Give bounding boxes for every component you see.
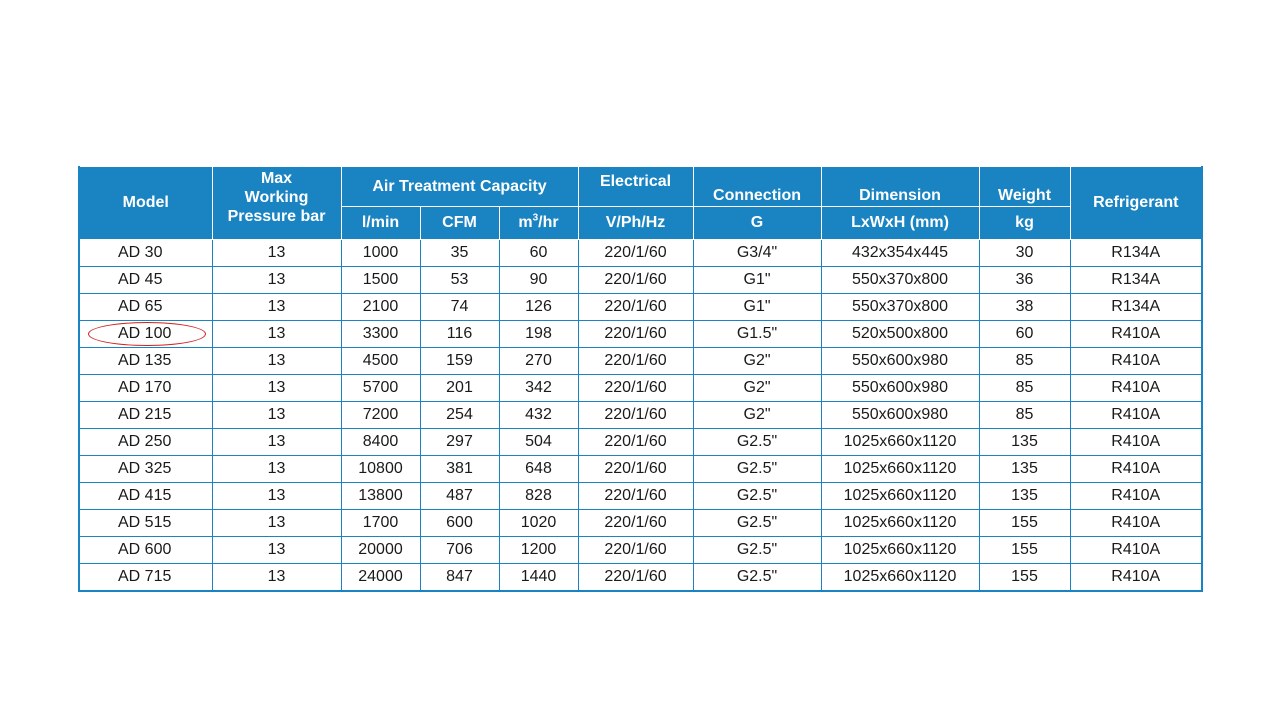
cell-electrical: 220/1/60: [578, 402, 693, 429]
cell-weight: 155: [979, 564, 1070, 592]
cell-pressure: 13: [212, 429, 341, 456]
cell-refrigerant: R410A: [1070, 375, 1202, 402]
cell-dimension: 520x500x800: [821, 321, 979, 348]
table-row: [79, 321, 1202, 348]
cell-connection: G2.5": [693, 456, 821, 483]
cell-dimension: 550x600x980: [821, 402, 979, 429]
cell-refrigerant: R134A: [1070, 294, 1202, 321]
cell-m3hr: 1200: [499, 537, 578, 564]
cell-lmin: 8400: [341, 429, 420, 456]
cell-connection: G2.5": [693, 537, 821, 564]
cell-weight: 135: [979, 429, 1070, 456]
cell-m3hr: 1020: [499, 510, 578, 537]
cell-m3hr: 126: [499, 294, 578, 321]
header-dimension: Dimension: [821, 167, 979, 207]
cell-m3hr: 60: [499, 240, 578, 267]
cell-pressure: 13: [212, 537, 341, 564]
cell-connection: G2.5": [693, 564, 821, 592]
header-pressure: [212, 167, 341, 240]
model-label: AD 45: [118, 271, 163, 288]
cell-pressure: 13: [212, 510, 341, 537]
cell-refrigerant: R410A: [1070, 456, 1202, 483]
cell-m3hr: 198: [499, 321, 578, 348]
cell-weight: 155: [979, 537, 1070, 564]
spec-table: [78, 166, 1203, 592]
cell-pressure: 13: [212, 240, 341, 267]
header-refrigerant: Refrigerant: [1070, 167, 1202, 240]
model-label: AD 65: [118, 298, 163, 315]
model-label: AD 135: [118, 352, 172, 369]
cell-connection: G3/4": [693, 240, 821, 267]
cell-refrigerant: R410A: [1070, 348, 1202, 375]
cell-lmin: 5700: [341, 375, 420, 402]
cell-weight: 85: [979, 375, 1070, 402]
cell-electrical: 220/1/60: [578, 483, 693, 510]
table-row: [79, 240, 1202, 267]
cell-lmin: 1700: [341, 510, 420, 537]
cell-electrical: 220/1/60: [578, 510, 693, 537]
cell-electrical: 220/1/60: [578, 564, 693, 592]
cell-dimension: 1025x660x1120: [821, 564, 979, 592]
cell-dimension: 432x354x445: [821, 240, 979, 267]
cell-electrical: 220/1/60: [578, 456, 693, 483]
cell-pressure: 13: [212, 375, 341, 402]
cell-pressure: 13: [212, 483, 341, 510]
cell-model: [79, 429, 212, 456]
cell-m3hr: 432: [499, 402, 578, 429]
cell-cfm: 116: [420, 321, 499, 348]
cell-pressure: 13: [212, 564, 341, 592]
cell-pressure: 13: [212, 294, 341, 321]
table-row: [79, 537, 1202, 564]
cell-weight: 30: [979, 240, 1070, 267]
cell-connection: G2.5": [693, 483, 821, 510]
cell-model: [79, 483, 212, 510]
cell-cfm: 159: [420, 348, 499, 375]
cell-lmin: 3300: [341, 321, 420, 348]
cell-model: [79, 267, 212, 294]
model-label: AD 100: [118, 325, 172, 342]
cell-m3hr: 648: [499, 456, 578, 483]
cell-lmin: 7200: [341, 402, 420, 429]
cell-model: [79, 348, 212, 375]
table-row: [79, 375, 1202, 402]
cell-m3hr: 342: [499, 375, 578, 402]
cell-electrical: 220/1/60: [578, 267, 693, 294]
table-row: [79, 456, 1202, 483]
model-label: AD 415: [118, 487, 172, 504]
cell-connection: G2.5": [693, 429, 821, 456]
header-pressure-line2: Working: [244, 189, 309, 206]
cell-refrigerant: R410A: [1070, 510, 1202, 537]
table-row: [79, 483, 1202, 510]
cell-dimension: 1025x660x1120: [821, 429, 979, 456]
model-label: AD 30: [118, 244, 163, 261]
header-m3hr-sup: 3: [532, 212, 539, 224]
cell-refrigerant: R410A: [1070, 537, 1202, 564]
header-pressure-line3: Pressure bar: [227, 208, 326, 225]
cell-model: [79, 537, 212, 564]
table-row: [79, 294, 1202, 321]
cell-cfm: 297: [420, 429, 499, 456]
header-air-capacity: Air Treatment Capacity: [341, 167, 578, 207]
cell-connection: G1": [693, 267, 821, 294]
header-electrical: Electrical: [578, 167, 693, 207]
cell-model: [79, 564, 212, 592]
header-electrical-unit: V/Ph/Hz: [578, 207, 693, 240]
cell-m3hr: 270: [499, 348, 578, 375]
cell-refrigerant: R410A: [1070, 429, 1202, 456]
cell-refrigerant: R410A: [1070, 402, 1202, 429]
cell-model: [79, 375, 212, 402]
cell-electrical: 220/1/60: [578, 294, 693, 321]
cell-lmin: 20000: [341, 537, 420, 564]
header-connection: Connection: [693, 167, 821, 207]
cell-lmin: 1000: [341, 240, 420, 267]
cell-cfm: 53: [420, 267, 499, 294]
cell-electrical: 220/1/60: [578, 375, 693, 402]
cell-refrigerant: R410A: [1070, 564, 1202, 592]
model-label: AD 250: [118, 433, 172, 450]
cell-weight: 36: [979, 267, 1070, 294]
header-m3hr-base: m: [518, 214, 533, 231]
cell-dimension: 550x600x980: [821, 348, 979, 375]
cell-dimension: 550x370x800: [821, 294, 979, 321]
cell-cfm: 381: [420, 456, 499, 483]
cell-weight: 155: [979, 510, 1070, 537]
cell-connection: G1": [693, 294, 821, 321]
table-header: [79, 167, 1202, 240]
cell-weight: 135: [979, 456, 1070, 483]
cell-dimension: 550x600x980: [821, 375, 979, 402]
cell-electrical: 220/1/60: [578, 429, 693, 456]
cell-weight: 135: [979, 483, 1070, 510]
cell-connection: G1.5": [693, 321, 821, 348]
cell-cfm: 487: [420, 483, 499, 510]
cell-lmin: 10800: [341, 456, 420, 483]
cell-refrigerant: R134A: [1070, 267, 1202, 294]
cell-model: [79, 456, 212, 483]
cell-model: [79, 321, 212, 348]
cell-cfm: 254: [420, 402, 499, 429]
model-label: AD 715: [118, 568, 172, 585]
cell-dimension: 1025x660x1120: [821, 537, 979, 564]
cell-refrigerant: R410A: [1070, 483, 1202, 510]
cell-dimension: 1025x660x1120: [821, 510, 979, 537]
header-cfm: CFM: [420, 207, 499, 240]
cell-weight: 38: [979, 294, 1070, 321]
cell-connection: G2.5": [693, 510, 821, 537]
table-body: [79, 240, 1202, 592]
header-m3hr-tail: /hr: [538, 214, 559, 231]
cell-lmin: 2100: [341, 294, 420, 321]
header-weight: Weight: [979, 167, 1070, 207]
cell-lmin: 4500: [341, 348, 420, 375]
cell-pressure: 13: [212, 348, 341, 375]
cell-model: [79, 294, 212, 321]
cell-dimension: 550x370x800: [821, 267, 979, 294]
cell-pressure: 13: [212, 402, 341, 429]
header-dimension-unit: LxWxH (mm): [821, 207, 979, 240]
cell-electrical: 220/1/60: [578, 537, 693, 564]
model-label: AD 515: [118, 514, 172, 531]
cell-pressure: 13: [212, 267, 341, 294]
table-row: [79, 348, 1202, 375]
cell-m3hr: 90: [499, 267, 578, 294]
cell-electrical: 220/1/60: [578, 348, 693, 375]
table-row: [79, 510, 1202, 537]
table-row: [79, 429, 1202, 456]
header-pressure-line1: Max: [260, 170, 293, 187]
cell-weight: 60: [979, 321, 1070, 348]
cell-model: [79, 402, 212, 429]
cell-model: [79, 240, 212, 267]
spec-table-container: [78, 166, 1201, 592]
cell-refrigerant: R410A: [1070, 321, 1202, 348]
cell-connection: G2": [693, 402, 821, 429]
cell-weight: 85: [979, 348, 1070, 375]
cell-m3hr: 504: [499, 429, 578, 456]
cell-m3hr: 828: [499, 483, 578, 510]
cell-cfm: 706: [420, 537, 499, 564]
cell-pressure: 13: [212, 321, 341, 348]
table-row: [79, 267, 1202, 294]
cell-dimension: 1025x660x1120: [821, 456, 979, 483]
header-m3hr: [499, 207, 578, 240]
model-label: AD 325: [118, 460, 172, 477]
cell-electrical: 220/1/60: [578, 240, 693, 267]
cell-cfm: 600: [420, 510, 499, 537]
cell-dimension: 1025x660x1120: [821, 483, 979, 510]
cell-pressure: 13: [212, 456, 341, 483]
cell-electrical: 220/1/60: [578, 321, 693, 348]
cell-lmin: 13800: [341, 483, 420, 510]
header-connection-unit: G: [693, 207, 821, 240]
cell-cfm: 35: [420, 240, 499, 267]
cell-model: [79, 510, 212, 537]
model-label: AD 600: [118, 541, 172, 558]
cell-cfm: 847: [420, 564, 499, 592]
cell-cfm: 74: [420, 294, 499, 321]
cell-lmin: 24000: [341, 564, 420, 592]
cell-weight: 85: [979, 402, 1070, 429]
table-row: [79, 564, 1202, 592]
table-row: [79, 402, 1202, 429]
cell-connection: G2": [693, 348, 821, 375]
header-model: Model: [79, 167, 212, 240]
cell-m3hr: 1440: [499, 564, 578, 592]
header-lmin: l/min: [341, 207, 420, 240]
header-weight-unit: kg: [979, 207, 1070, 240]
cell-cfm: 201: [420, 375, 499, 402]
model-label: AD 215: [118, 406, 172, 423]
cell-refrigerant: R134A: [1070, 240, 1202, 267]
cell-lmin: 1500: [341, 267, 420, 294]
model-label: AD 170: [118, 379, 172, 396]
cell-connection: G2": [693, 375, 821, 402]
